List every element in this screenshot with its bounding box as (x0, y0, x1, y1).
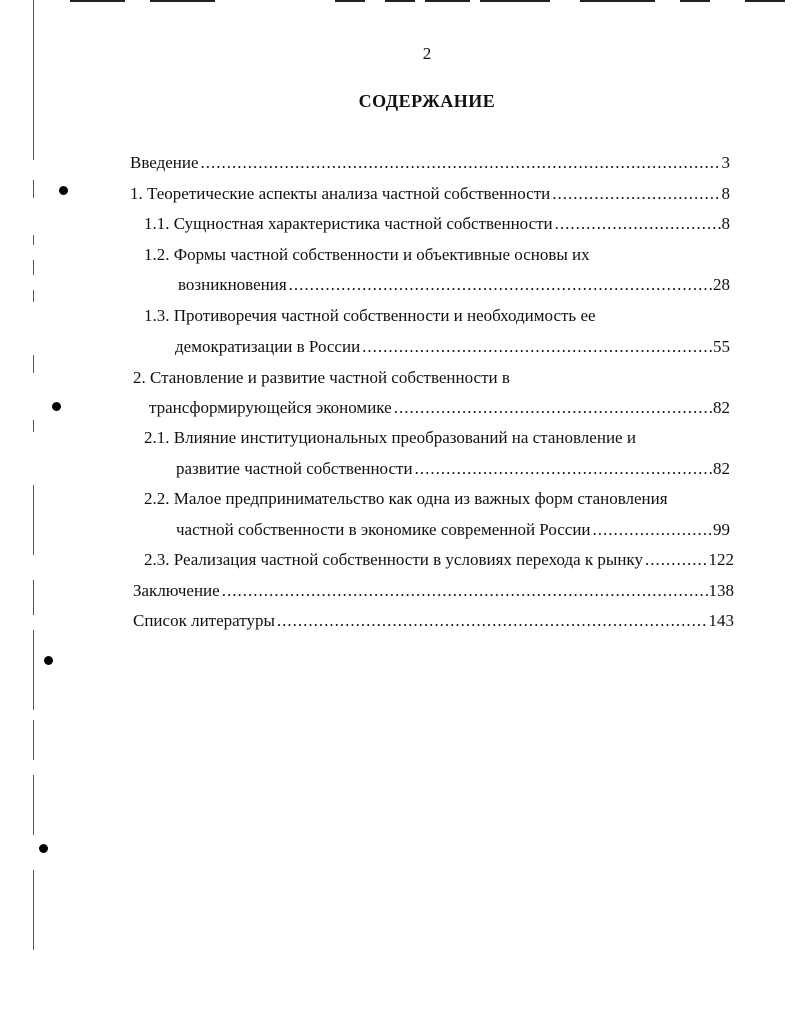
toc-entry-section-2-1[interactable] (176, 459, 730, 479)
leader-dots (277, 611, 708, 631)
leader-dots (362, 337, 712, 357)
punch-hole-dot (44, 656, 53, 665)
toc-entry-page: 143 (708, 611, 734, 630)
toc-entry-chapter-2-line1[interactable]: 2. Становление и развитие частной собственности в (133, 368, 510, 387)
binding-margin-line (33, 485, 34, 555)
toc-entry-intro[interactable] (130, 153, 730, 173)
binding-margin-line (33, 290, 34, 302)
binding-margin-line (33, 775, 34, 835)
toc-entry-label: развитие частной собственности (176, 459, 413, 478)
scan-top-edge (680, 0, 710, 2)
toc-entry-page: 8 (721, 184, 730, 203)
page-title: СОДЕРЖАНИЕ (358, 91, 496, 111)
toc-entry-label: 2.3. Реализация частной собственности в условиях перехода к рынку (144, 550, 643, 569)
scan-top-edge (335, 0, 365, 2)
binding-margin-line (33, 720, 34, 760)
toc-entry-chapter-1[interactable] (130, 184, 730, 204)
scan-top-edge (70, 0, 125, 2)
scan-top-edge (385, 0, 415, 2)
toc-entry-label: частной собственности в экономике современной России (176, 520, 591, 539)
scan-top-edge (745, 0, 785, 2)
toc-entry-section-1-2[interactable] (178, 275, 730, 295)
binding-margin-line (33, 355, 34, 373)
binding-margin-line (33, 235, 34, 245)
toc-entry-references[interactable] (133, 611, 734, 631)
scan-top-edge (480, 0, 550, 2)
leader-dots (201, 153, 721, 173)
binding-margin-line (33, 870, 34, 950)
toc-entry-page: 82 (713, 398, 730, 417)
binding-margin-line (33, 630, 34, 710)
toc-entry-label: возникновения (178, 275, 287, 294)
punch-hole-dot (59, 186, 68, 195)
leader-dots (552, 184, 720, 204)
punch-hole-dot (52, 402, 61, 411)
toc-entry-page: 3 (721, 153, 730, 172)
toc-entry-conclusion[interactable] (133, 581, 734, 601)
punch-hole-dot (39, 844, 48, 853)
toc-entry-section-2-1-line1[interactable]: 2.1. Влияние институциональных преобразований на становление и (144, 428, 636, 447)
toc-entry-label: Заключение (133, 581, 220, 600)
toc-entry-chapter-2[interactable] (149, 398, 730, 418)
binding-margin-line (33, 580, 34, 615)
toc-entry-page: 8 (721, 214, 730, 233)
toc-entry-page: 82 (713, 459, 730, 478)
toc-entry-section-2-3[interactable] (144, 550, 734, 570)
toc-entry-label: трансформирующейся экономике (149, 398, 392, 417)
scan-top-edge (425, 0, 470, 2)
leader-dots (289, 275, 712, 295)
toc-entry-section-1-3[interactable] (175, 337, 730, 357)
page-number: 2 (422, 44, 432, 63)
toc-entry-section-1-3-line1[interactable]: 1.3. Противоречия частной собственности и необходимость ее (144, 306, 596, 325)
leader-dots (593, 520, 712, 540)
binding-margin-line (33, 180, 34, 198)
toc-entry-section-2-2-line1[interactable]: 2.2. Малое предпринимательство как одна из важных форм становления (144, 489, 668, 508)
toc-entry-label: Список литературы (133, 611, 275, 630)
scan-top-edge (580, 0, 655, 2)
toc-entry-page: 122 (708, 550, 734, 569)
leader-dots (394, 398, 712, 418)
toc-entry-label: Введение (130, 153, 199, 172)
toc-entry-label: 1.1. Сущностная характеристика частной собственности (144, 214, 553, 233)
binding-margin-line (33, 260, 34, 275)
leader-dots (645, 550, 708, 570)
leader-dots (415, 459, 712, 479)
toc-entry-page: 28 (713, 275, 730, 294)
leader-dots (222, 581, 708, 601)
toc-entry-page: 99 (713, 520, 730, 539)
toc-entry-section-1-2-line1[interactable]: 1.2. Формы частной собственности и объективные основы их (144, 245, 590, 264)
toc-entry-section-1-1[interactable] (144, 214, 730, 234)
toc-entry-page: 138 (708, 581, 734, 600)
toc-entry-page: 55 (713, 337, 730, 356)
scan-top-edge (150, 0, 215, 2)
toc-entry-section-2-2[interactable] (176, 520, 730, 540)
binding-margin-line (33, 0, 34, 160)
leader-dots (555, 214, 721, 234)
toc-entry-label: демократизации в России (175, 337, 361, 356)
binding-margin-line (33, 420, 34, 432)
toc-entry-label: 1. Теоретические аспекты анализа частной собственности (130, 184, 551, 203)
